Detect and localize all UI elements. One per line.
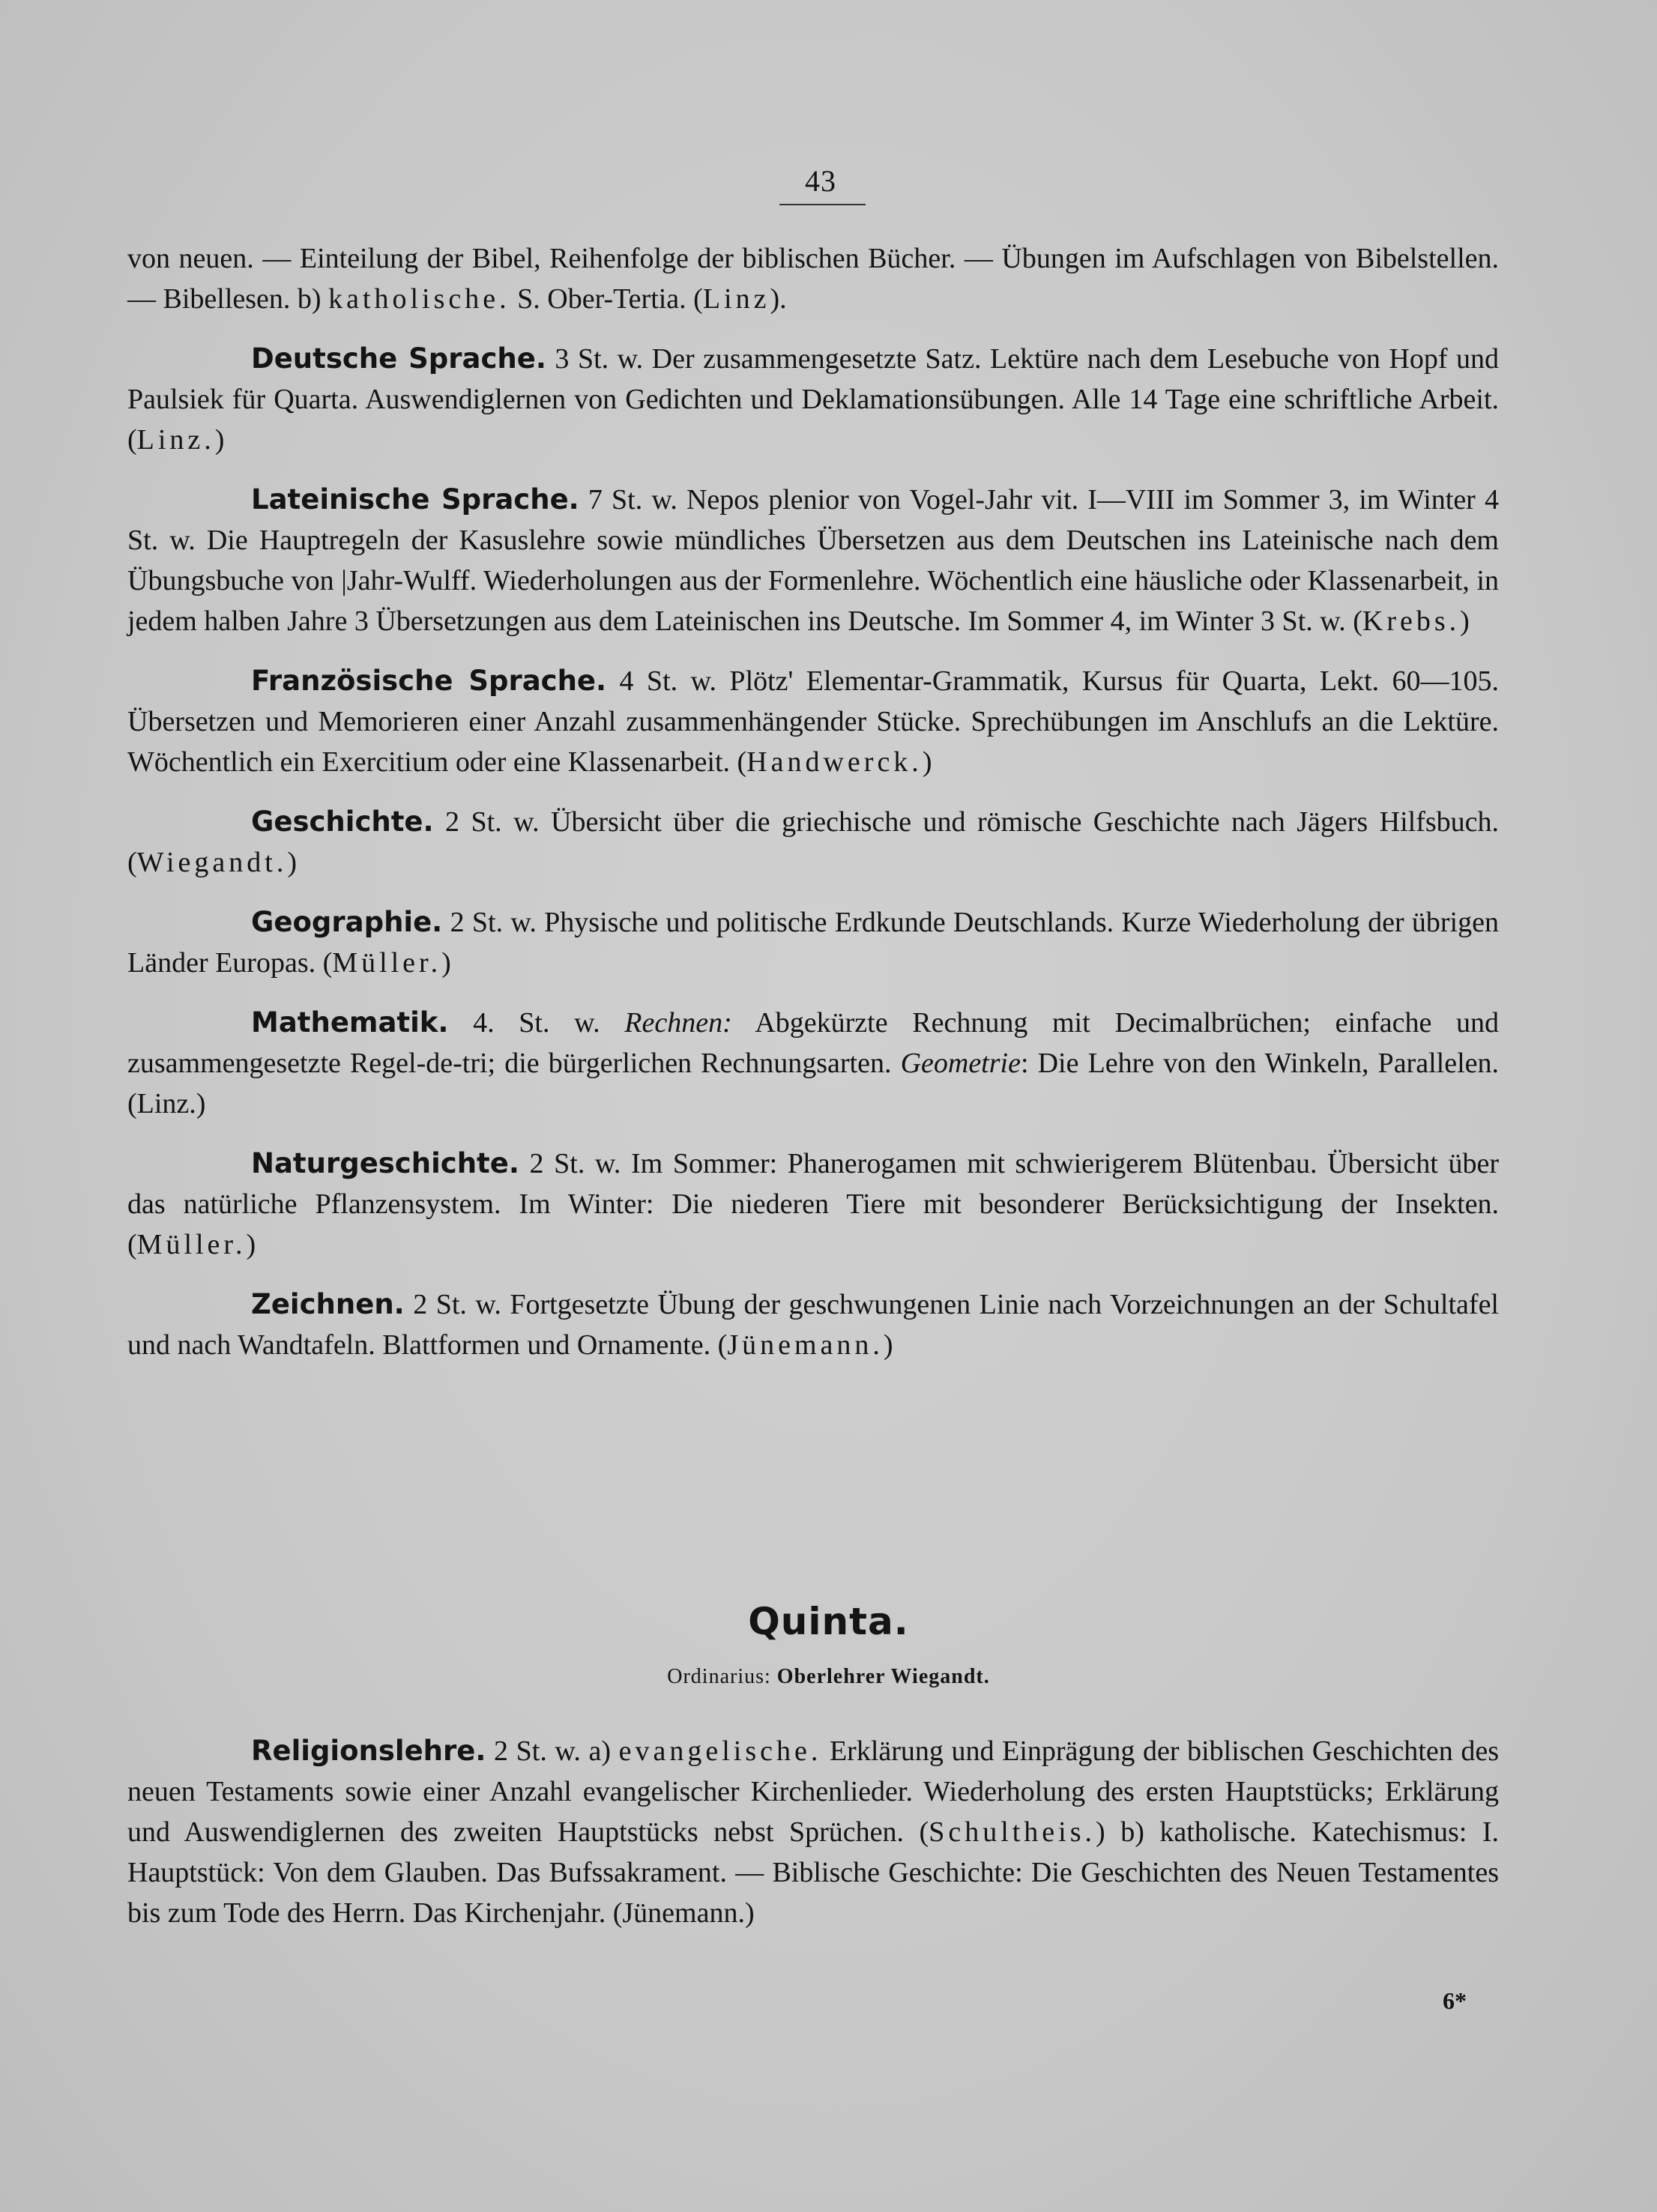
deutsch-paragraph	[127, 339, 1499, 460]
religion-text1: 2 St. w. a)	[486, 1735, 619, 1767]
mathematik-paragraph	[127, 1003, 1499, 1124]
intro-katholische: katholische.	[328, 283, 510, 315]
quinta-title: Quinta.	[748, 1600, 909, 1643]
franzoesisch-close: )	[922, 746, 932, 778]
deutsch-close: )	[214, 424, 225, 456]
franzoesisch-heading: Französische Sprache.	[251, 665, 607, 697]
naturgeschichte-text: 2 St. w. Im Sommer: Phanerogamen mit schwierigerem Blütenbau. Übersicht über das natürliche Pflanzensystem. Im Winter: Die niederen Tiere mit besonderer Berücksichtigung der Insekten. (	[127, 1148, 1499, 1260]
deutsch-teacher: Linz.	[136, 424, 215, 456]
latein-teacher: Krebs.	[1362, 605, 1461, 637]
lower-text-block	[127, 1731, 1499, 1953]
religion-katholisch: katholische.	[1159, 1816, 1297, 1848]
naturgeschichte-heading: Naturgeschichte.	[251, 1147, 519, 1179]
latein-close: )	[1460, 605, 1470, 637]
franzoesisch-paragraph	[127, 661, 1499, 782]
latein-text: 7 St. w. Nepos plenior von Vogel-Jahr vit. I—VIII im Sommer 3, im Winter 4 St. w. Die Hauptregeln der Kasuslehre sowie mündliches Übersetzen aus dem Deutschen ins Lateinische nach dem Übungsbuche von |Jahr-Wulff. Wiederholungen aus der Formenlehre. Wöchentlich eine häusliche oder Klassenarbeit, in jedem halben Jahre 3 Übersetzungen aus dem Lateinischen ins Deutsche. Im Sommer 4, im Winter 3 St. w. (	[127, 484, 1499, 637]
religion-teacher1: Schultheis.	[929, 1816, 1096, 1848]
mathematik-text2: Abgekürzte Rechnung mit Decimalbrüchen; einfache und zusammengesetzte Regel-de-tri; die bürgerlichen Rechnungsarten.	[127, 1007, 1499, 1079]
geographie-paragraph	[127, 902, 1499, 983]
geschichte-teacher: Wiegandt.	[136, 847, 288, 878]
mathematik-text1: 4. St. w.	[448, 1007, 625, 1039]
intro-text: von neuen. — Einteilung der Bibel, Reihenfolge der biblischen Bücher. — Übungen im Aufschlagen von Bibelstellen. — Bibellesen. b)	[127, 243, 1499, 315]
zeichnen-teacher: Jünemann.	[727, 1329, 884, 1361]
geographie-heading: Geographie.	[251, 906, 443, 938]
geographie-text: 2 St. w. Physische und politische Erdkunde Deutschlands. Kurze Wiederholung der übrigen Länder Europas. (	[127, 907, 1499, 979]
geschichte-text: 2 St. w. Übersicht über die griechische und römische Geschichte nach Jägers Hilfsbuch. (	[127, 806, 1499, 878]
religion-paragraph	[127, 1731, 1499, 1933]
ordinarius-line	[0, 1665, 1657, 1689]
religion-heading: Religionslehre.	[251, 1735, 486, 1767]
intro-line-end: S. Ober-Tertia. (	[510, 283, 703, 315]
geschichte-paragraph	[127, 802, 1499, 883]
intro-teacher: Linz	[702, 283, 770, 315]
geschichte-heading: Geschichte.	[251, 806, 434, 838]
latein-heading: Lateinische Sprache.	[251, 483, 579, 516]
geschichte-close: )	[287, 847, 298, 878]
intro-close: ).	[770, 283, 787, 315]
franzoesisch-teacher: Handwerck.	[746, 746, 923, 778]
deutsch-heading: Deutsche Sprache.	[251, 342, 546, 375]
franzoesisch-text: 4 St. w. Plötz' Elementar-Grammatik, Kursus für Quarta, Lekt. 60—105. Übersetzen und Memorieren einer Anzahl zusammenhängender Stücke. Sprechübungen im Anschlufs an die Lektüre. Wöchentlich ein Exercitium oder eine Klassenarbeit. (	[127, 665, 1499, 778]
religion-text4: Katechismus: I. Hauptstück: Von dem Glauben. Das Bufssakrament. — Biblische Geschichte: Die Geschichten des Neuen Testamentes bis zum Tode des Herrn. Das Kirchenjahr. (Jünemann.)	[127, 1816, 1499, 1929]
zeichnen-text: 2 St. w. Fortgesetzte Übung der geschwungenen Linie nach Vorzeichnungen an der Schultafel und nach Wandtafeln. Blattformen und Ornamente. (	[127, 1289, 1499, 1361]
zeichnen-heading: Zeichnen.	[251, 1288, 405, 1320]
geographie-teacher: Müller.	[332, 947, 442, 979]
mathematik-heading: Mathematik.	[251, 1006, 449, 1039]
religion-evangelisch: evangelische.	[618, 1735, 822, 1767]
naturgeschichte-teacher: Müller.	[136, 1229, 247, 1260]
naturgeschichte-close: )	[246, 1229, 256, 1260]
page-number-rule	[779, 204, 866, 205]
deutsch-text: 3 St. w. Der zusammengesetzte Satz. Lektüre nach dem Lesebuche von Hopf und Paulsiek für Quarta. Auswendiglernen von Gedichten und Deklamationsübungen. Alle 14 Tage eine schriftliche Arbeit. (	[127, 343, 1499, 456]
upper-text-block	[127, 238, 1499, 1385]
geographie-close: )	[441, 947, 451, 979]
zeichnen-paragraph	[127, 1284, 1499, 1365]
mathematik-rechnen: Rechnen:	[624, 1007, 732, 1039]
zeichnen-close: )	[883, 1329, 893, 1361]
naturgeschichte-paragraph	[127, 1143, 1499, 1265]
mathematik-geometrie: Geometrie	[900, 1048, 1021, 1079]
ordinarius-label: Ordinarius:	[667, 1665, 771, 1688]
intro-paragraph	[127, 238, 1499, 319]
religion-text3: ) b)	[1096, 1816, 1160, 1848]
signature-mark: 6*	[1443, 1987, 1467, 2014]
religion-text2: Erklärung und Einprägung der biblischen Geschichten des neuen Testaments sowie einer Anzahl evangelischer Kirchenlieder. Wiederholung des ersten Hauptstücks; Erklärung und Auswendiglernen des zweiten Hauptstücks nebst Sprüchen. (	[127, 1735, 1499, 1848]
mathematik-text3: : Die Lehre von den Winkeln, Parallelen. (Linz.)	[127, 1048, 1499, 1119]
ordinarius-name: Oberlehrer Wiegandt.	[776, 1665, 990, 1688]
latein-paragraph	[127, 480, 1499, 641]
page-number: 43	[805, 164, 836, 198]
